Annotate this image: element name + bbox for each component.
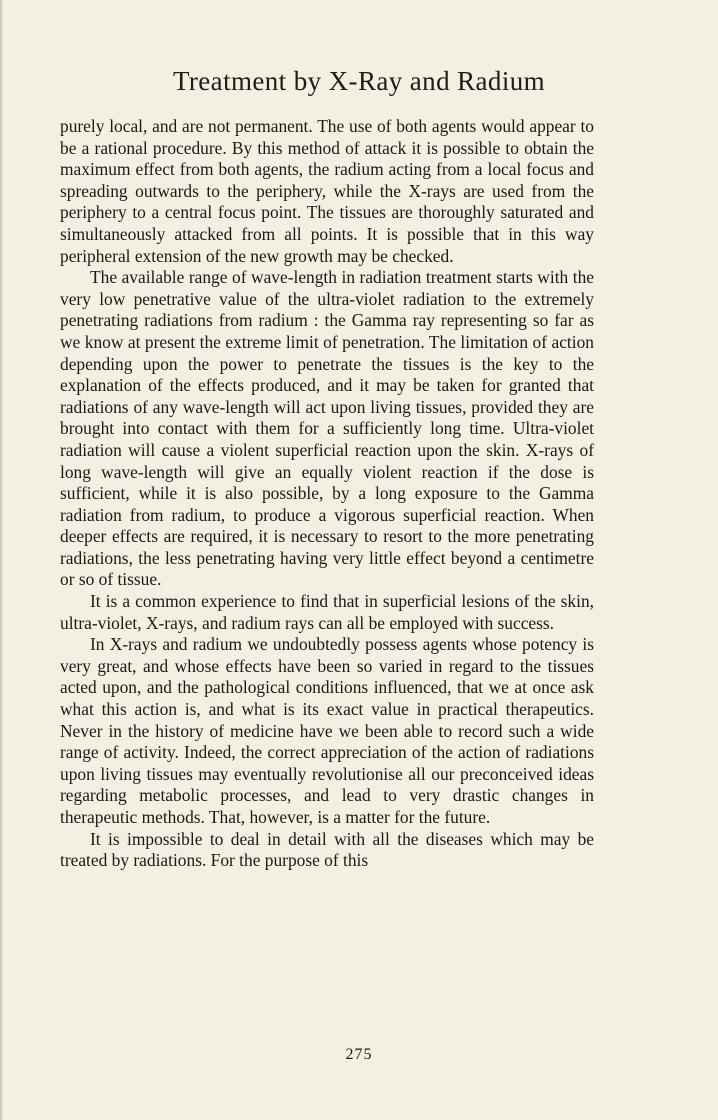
- running-head: Treatment by X-Ray and Radium: [172, 66, 546, 96]
- paragraph-5: It is impossible to deal in detail with all the diseases which may be treated by radiations. For the purpose of this: [60, 828, 594, 871]
- paragraph-2: The available range of wave-length in radiation treatment starts with the very low penetrative value of the ultra-violet radiation to the extremely penetrating radiations from radium : the Gamma ray representing so far as we know at present the extreme limit of penetration. The limitation of action depending upon the power to penetrate the tissues is the key to the explanation of the effects produced, and it may be taken for granted that radiations of any wave-length will act upon living tissues, provided they are brought into contact with them for a sufficiently long time. Ultra-violet radiation will cause a violent superficial reaction upon the skin. X-rays of long wave-length will give an equally violent reaction if the dose is sufficient, while it is also possible, by a long exposure to the Gamma radiation from radium, to produce a vigorous superficial reaction. When deeper effects are required, it is necessary to resort to the more penetrating radiations, the less penetrating having very little effect beyond a centimetre or so of tissue.: [60, 267, 594, 590]
- paragraph-4: In X-rays and radium we undoubtedly possess agents whose potency is very great, and whose effects have been so varied in regard to the tissues acted upon, and the pathological conditions influenced, that we at once ask what this action is, and what is its exact value in practical therapeutics. Never in the history of medicine have we been able to record such a wide range of activity. Indeed, the correct appreciation of the action of radiations upon living tissues may eventually revolutionise all our preconceived ideas regarding metabolic processes, and lead to very drastic changes in therapeutic methods. That, however, is a matter for the future.: [60, 634, 594, 827]
- body-text: [60, 116, 594, 872]
- page-edge: [0, 0, 3, 1120]
- page-number: 275: [345, 1046, 373, 1063]
- paragraph-1: purely local, and are not permanent. The use of both agents would appear to be a rational procedure. By this method of attack it is possible to obtain the maximum effect from both agents, the radium acting from a local focus and spreading outwards to the periphery, while the X-rays are used from the periphery to a central focus point. The tissues are thoroughly saturated and simultaneously attacked from all points. It is possible that in this way peripheral extension of the new growth may be checked.: [60, 116, 594, 266]
- paragraph-3: It is a common experience to find that in superficial lesions of the skin, ultra-violet, X-rays, and radium rays can all be employed with success.: [60, 591, 594, 633]
